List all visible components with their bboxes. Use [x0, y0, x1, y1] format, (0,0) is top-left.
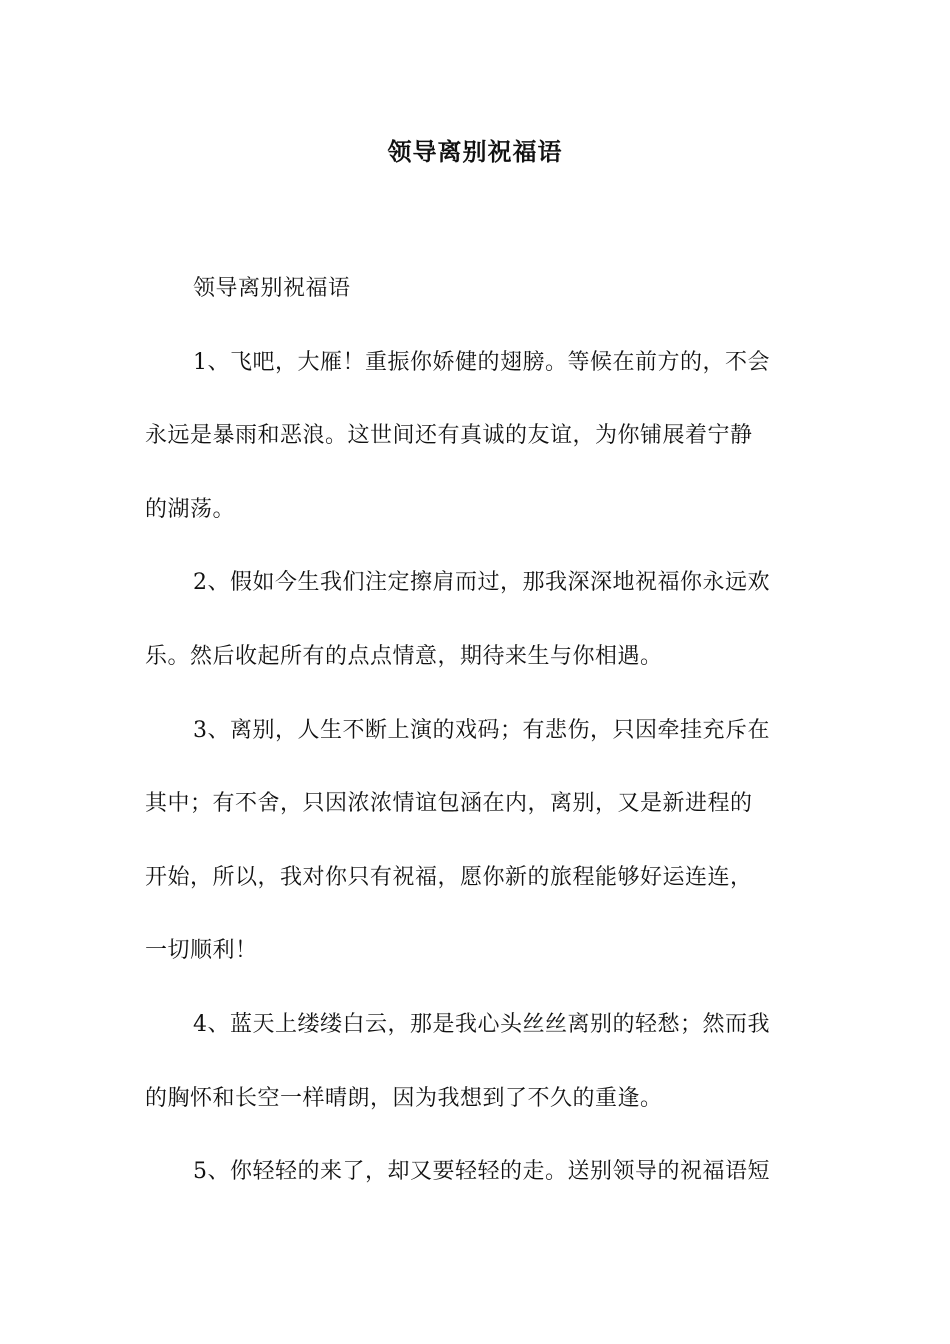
text-line: 1、飞吧，大雁！重振你娇健的翅膀。等候在前方的，不会	[193, 349, 770, 375]
text-line: 的胸怀和长空一样晴朗，因为我想到了不久的重逢。	[145, 1085, 663, 1111]
text-line: 其中；有不舍，只因浓浓情谊包涵在内，离别，又是新进程的	[145, 791, 753, 817]
text-line: 的湖荡。	[145, 496, 236, 522]
text-line: 一切顺利！	[145, 938, 258, 964]
paragraph-1	[145, 326, 807, 547]
text-line: 乐。然后收起所有的点点情意，期待来生与你相遇。	[145, 643, 663, 669]
text-line: 4、蓝天上缕缕白云，那是我心头丝丝离别的轻愁；然而我	[193, 1011, 770, 1037]
text-line: 永远是暴雨和恶浪。这世间还有真诚的友谊，为你铺展着宁静	[145, 423, 753, 449]
text-line: 领导离别祝福语	[193, 276, 351, 301]
paragraph-5	[145, 1135, 807, 1209]
paragraph-2	[145, 546, 807, 693]
paragraph-3	[145, 694, 807, 988]
text-line: 开始，所以，我对你只有祝福，愿你新的旅程能够好运连连，	[145, 864, 753, 890]
paragraph-subtitle	[145, 252, 807, 326]
text-line: 5、你轻轻的来了，却又要轻轻的走。送别领导的祝福语短	[193, 1159, 770, 1185]
text-line: 2、假如今生我们注定擦肩而过，那我深深地祝福你永远欢	[193, 570, 770, 596]
document-title: 领导离别祝福语	[387, 137, 563, 166]
document-body	[145, 252, 807, 1209]
text-line: 3、离别，人生不断上演的戏码；有悲伤，只因牵挂充斥在	[193, 717, 770, 743]
paragraph-4	[145, 988, 807, 1135]
